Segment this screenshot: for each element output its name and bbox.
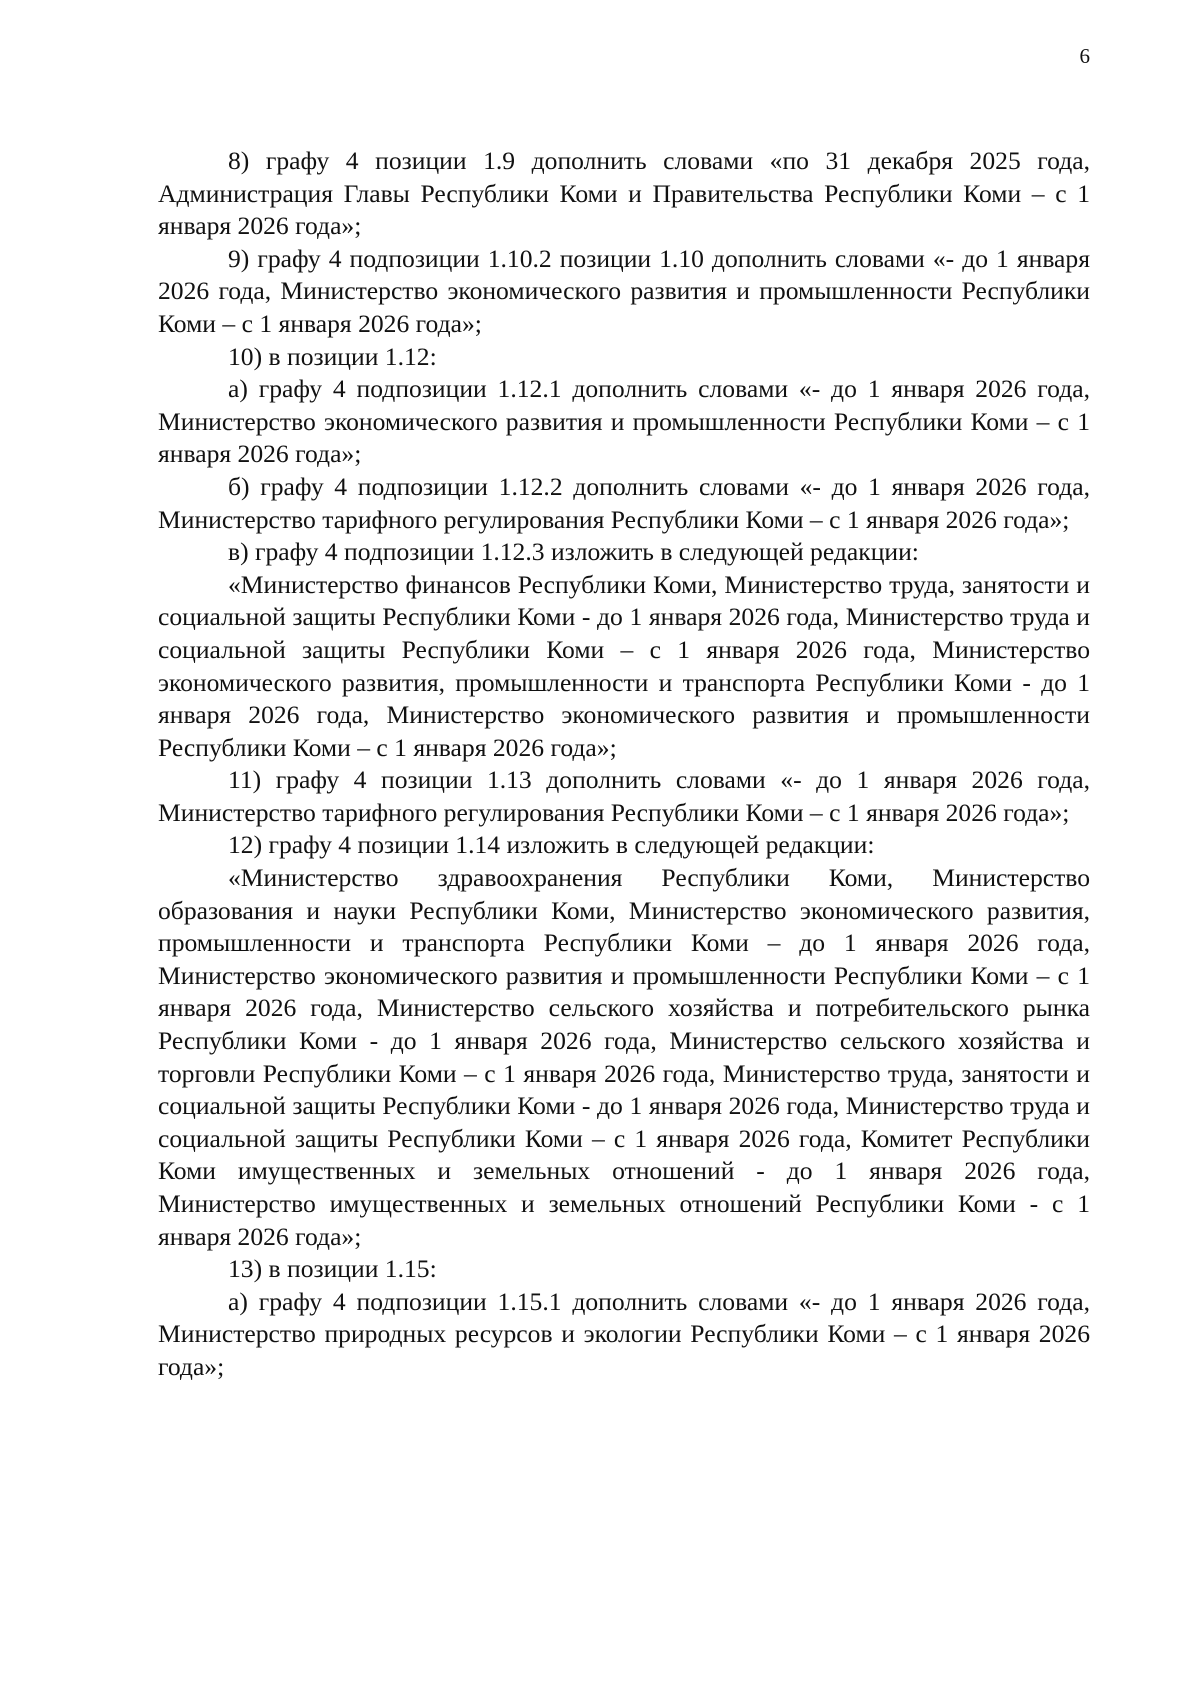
paragraph-quote-10c: «Министерство финансов Республики Коми, Министерство труда, занятости и социальной защиты Республики Коми - до 1 января 2026 года, Министерство труда и социальной защиты Республики Коми – с 1 января 2026 года, Министерство экономического развития, промышленности и транспорта Республики Коми - до 1 января 2026 года, Министерство экономического развития и промышленности Республики Коми – с 1 января 2026 года»; xyxy=(158,569,1090,762)
paragraph-subitem-13a: а) графу 4 подпозиции 1.15.1 дополнить словами «- до 1 января 2026 года, Министерство природных ресурсов и экологии Республики Коми – с 1 января 2026 года»; xyxy=(158,1286,1090,1381)
paragraph-item-9: 9) графу 4 подпозиции 1.10.2 позиции 1.10 дополнить словами «- до 1 января 2026 года, Министерство экономического развития и промышленности Республики Коми – с 1 января 2026 года»; xyxy=(158,243,1090,338)
paragraph-subitem-10b: б) графу 4 подпозиции 1.12.2 дополнить словами «- до 1 января 2026 года, Министерство тарифного регулирования Республики Коми – с 1 января 2026 года»; xyxy=(158,471,1090,534)
paragraph-subitem-10c: в) графу 4 подпозиции 1.12.3 изложить в следующей редакции: xyxy=(228,537,919,567)
document-body xyxy=(158,145,1090,1384)
page-number: 6 xyxy=(1079,44,1090,68)
paragraph-item-11: 11) графу 4 позиции 1.13 дополнить словами «- до 1 января 2026 года, Министерство тарифного регулирования Республики Коми – с 1 января 2026 года»; xyxy=(158,765,1090,827)
paragraph-item-13: 13) в позиции 1.15: xyxy=(228,1254,437,1284)
paragraph-quote-12: «Министерство здравоохранения Республики Коми, Министерство образования и науки Республики Коми, Министерство экономического развития, промышленности и транспорта Республики Коми – до 1 января 2026 года, Министерство экономического развития и промышленности Республики Коми – с 1 января 2026 года, Министерство сельского хозяйства и потребительского рынка Республики Коми - до 1 января 2026 года, Министерство сельского хозяйства и торговли Республики Коми – с 1 января 2026 года, Министерство труда, занятости и социальной защиты Республики Коми - до 1 января 2026 года, Министерство труда и социальной защиты Республики Коми – с 1 января 2026 года, Комитет Республики Коми имущественных и земельных отношений - до 1 января 2026 года, Министерство имущественных и земельных отношений Республики Коми - с 1 января 2026 года»; xyxy=(158,863,1090,1251)
paragraph-item-10: 10) в позиции 1.12: xyxy=(228,341,437,371)
paragraph-item-8: 8) графу 4 позиции 1.9 дополнить словами «по 31 декабря 2025 года, Администрация Главы Республики Коми и Правительства Республики Коми – с 1 января 2026 года»; xyxy=(158,146,1090,241)
paragraph-item-12: 12) графу 4 позиции 1.14 изложить в следующей редакции: xyxy=(228,830,875,860)
paragraph-subitem-10a: а) графу 4 подпозиции 1.12.1 дополнить словами «- до 1 января 2026 года, Министерство экономического развития и промышленности Республики Коми – с 1 января 2026 года»; xyxy=(158,374,1090,469)
